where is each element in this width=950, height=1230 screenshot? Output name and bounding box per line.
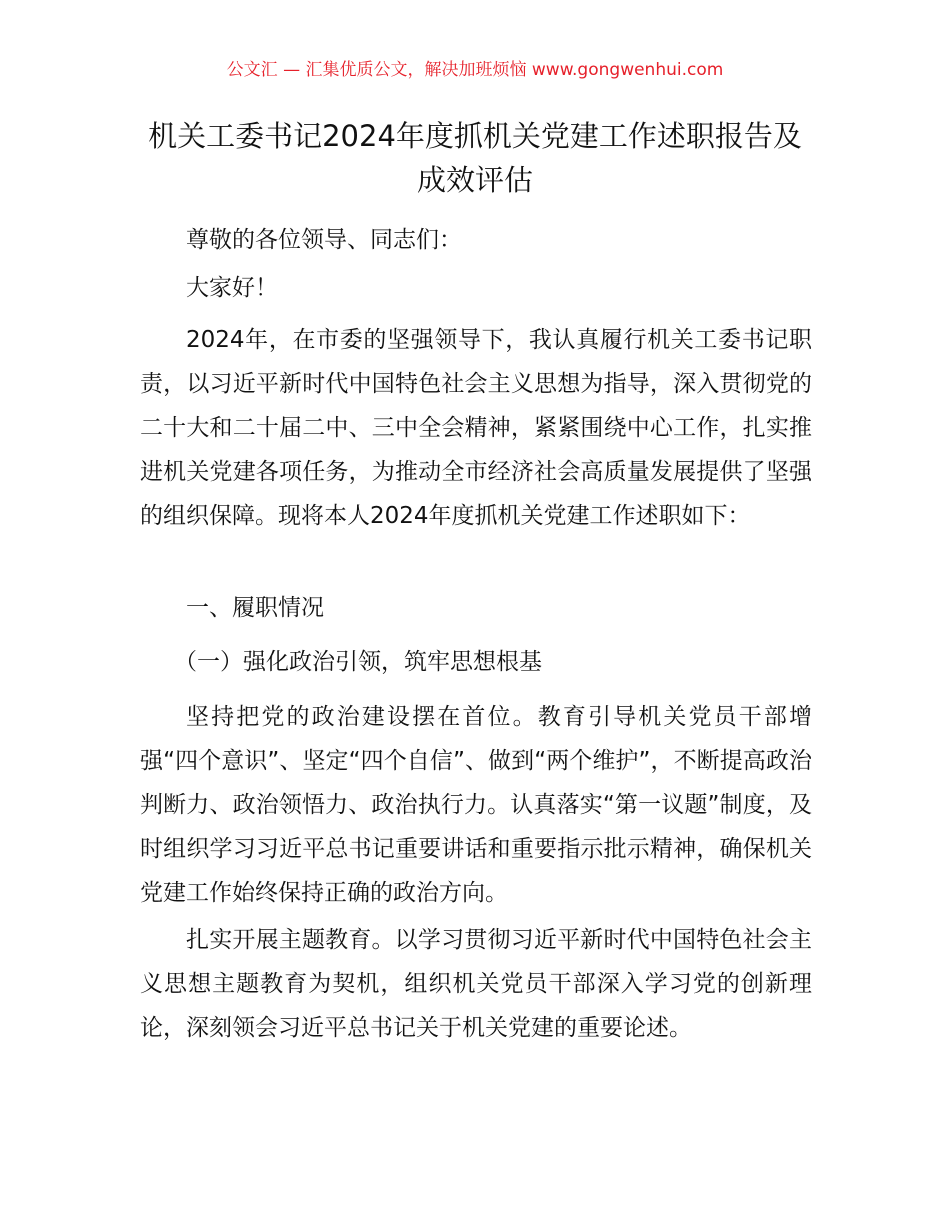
watermark-header: 公文汇 — 汇集优质公文，解决加班烦恼 www.gongwenhui.com bbox=[226, 60, 724, 80]
subsection-heading: （一）强化政治引领，筑牢思想根基 bbox=[174, 649, 542, 675]
document-title: 机关工委书记2024年度抓机关党建工作述职报告及成效评估 bbox=[148, 119, 802, 197]
body-paragraph: 扎实开展主题教育。以学习贯彻习近平新时代中国特色社会主义思想主题教育为契机，组织机关党员干部深入学习党的创新理论，深刻领会习近平总书记关于机关党建的重要论述。 bbox=[140, 927, 812, 1041]
salutation: 尊敬的各位领导、同志们： bbox=[186, 227, 462, 253]
greeting: 大家好！ bbox=[186, 275, 278, 301]
intro-paragraph: 2024年，在市委的坚强领导下，我认真履行机关工委书记职责，以习近平新时代中国特色社会主义思想为指导，深入贯彻党的二十大和二十届二中、三中全会精神，紧紧围绕中心工作，扎实推进机关党建各项任务，为推动全市经济社会高质量发展提供了坚强的组织保障。现将本人2024年度抓机关党建工作述职如下： bbox=[140, 327, 812, 529]
section-heading: 一、履职情况 bbox=[186, 595, 324, 621]
body-paragraph: 坚持把党的政治建设摆在首位。教育引导机关党员干部增强“四个意识”、坚定“四个自信”、做到“两个维护”，不断提高政治判断力、政治领悟力、政治执行力。认真落实“第一议题”制度，及时组织学习习近平总书记重要讲话和重要指示批示精神，确保机关党建工作始终保持正确的政治方向。 bbox=[140, 704, 812, 906]
